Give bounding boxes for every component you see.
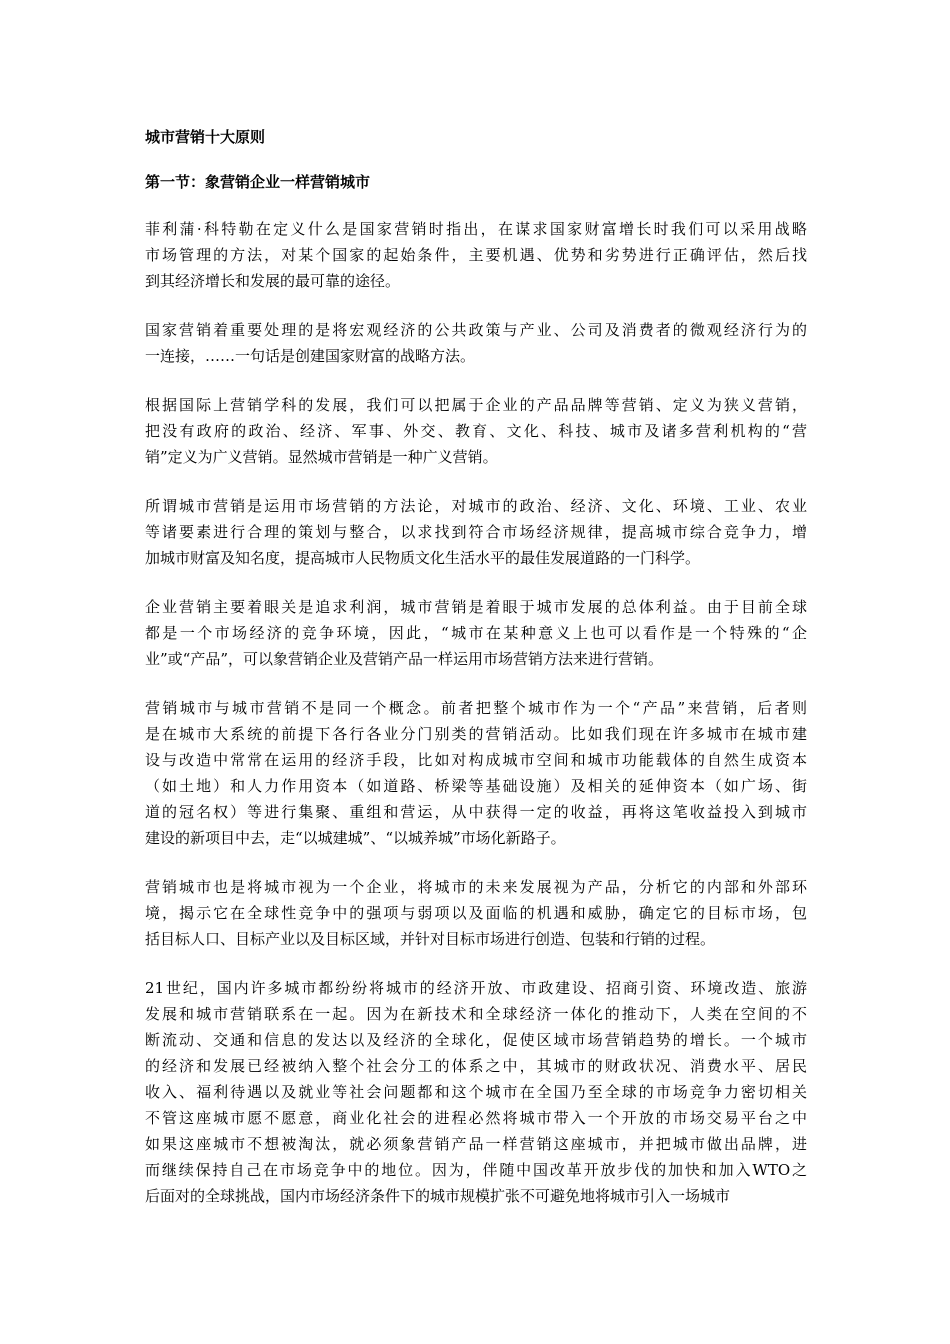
paragraph-line: 发展和城市营销联系在一起。因为在新技术和全球经济一体化的推动下，人类在空间的不	[145, 1005, 807, 1023]
body-paragraph	[145, 392, 807, 470]
document-title: 城市营销十大原则	[145, 128, 266, 146]
paragraph-line: 市场管理的方法，对某个国家的起始条件，主要机遇、优势和劣势进行正确评估，然后找	[145, 246, 807, 264]
paragraph-line: 销”定义为广义营销。显然城市营销是一种广义营销。	[145, 448, 498, 466]
paragraph-line: 企业营销主要着眼关是追求利润，城市营销是着眼于城市发展的总体利益。由于目前全球	[145, 598, 807, 616]
body-paragraph	[145, 594, 807, 672]
section-heading: 第一节：象营销企业一样营销城市	[145, 173, 371, 191]
paragraph-line: 后面对的全球挑战，国内市场经济条件下的城市规模扩张不可避免地将城市引入一场城市	[145, 1187, 731, 1205]
paragraph-line: 断流动、交通和信息的发达以及经济的全球化，促使区域市场营销趋势的增长。一个城市	[145, 1031, 807, 1049]
paragraph-line: 业”或“产品”，可以象营销企业及营销产品一样运用市场营销方法来进行营销。	[145, 650, 664, 668]
body-paragraph	[145, 493, 807, 571]
paragraph-line: 都是一个市场经济的竞争环境，因此，“城市在某种意义上也可以看作是一个特殊的“企	[145, 624, 807, 642]
document-body	[145, 126, 807, 1232]
paragraph-line: 所谓城市营销是运用市场营销的方法论，对城市的政治、经济、文化、环境、工业、农业	[145, 497, 807, 515]
paragraph-line: 根据国际上营销学科的发展，我们可以把属于企业的产品品牌等营销、定义为狭义营销，	[145, 396, 807, 414]
body-paragraph	[145, 216, 807, 294]
body-paragraph	[145, 975, 807, 1209]
body-paragraph	[145, 695, 807, 851]
body-paragraph	[145, 317, 807, 369]
paragraph-line: 的经济和发展已经被纳入整个社会分工的体系之中，其城市的财政状况、消费水平、居民	[145, 1057, 807, 1075]
paragraph-line: 是在城市大系统的前提下各行各业分门别类的营销活动。比如我们现在许多城市在城市建	[145, 725, 807, 743]
paragraph-line: （如土地）和人力作用资本（如道路、桥梁等基础设施）及相关的延伸资本（如广场、街	[145, 777, 807, 795]
paragraph-line: 营销城市与城市营销不是同一个概念。前者把整个城市作为一个“产品”来营销，后者则	[145, 699, 807, 717]
paragraph-line: 境，揭示它在全球性竞争中的强项与弱项以及面临的机遇和威胁，确定它的目标市场，包	[145, 904, 807, 922]
paragraph-line: 不管这座城市愿不愿意，商业化社会的进程必然将城市带入一个开放的市场交易平台之中	[145, 1109, 807, 1127]
paragraph-line: 加城市财富及知名度，提高城市人民物质文化生活水平的最佳发展道路的一门科学。	[145, 549, 701, 567]
paragraph-line: 21世纪，国内许多城市都纷纷将城市的经济开放、市政建设、招商引资、环境改造、旅游	[145, 979, 807, 997]
paragraph-line: 菲利蒲·科特勒在定义什么是国家营销时指出，在谋求国家财富增长时我们可以采用战略	[145, 220, 807, 238]
paragraph-line: 道的冠名权）等进行集聚、重组和营运，从中获得一定的收益，再将这笔收益投入到城市	[145, 803, 807, 821]
paragraph-line: 建设的新项目中去，走“以城建城”、“以城养城”市场化新路子。	[145, 829, 566, 847]
paragraph-line: 设与改造中常常在运用的经济手段，比如对构成城市空间和城市功能载体的自然生成资本	[145, 751, 807, 769]
paragraph-line: 营销城市也是将城市视为一个企业，将城市的未来发展视为产品，分析它的内部和外部环	[145, 878, 807, 896]
paragraph-line: 国家营销着重要处理的是将宏观经济的公共政策与产业、公司及消费者的微观经济行为的	[145, 321, 807, 339]
paragraph-line: 收入、福利待遇以及就业等社会问题都和这个城市在全国乃至全球的市场竞争力密切相关	[145, 1083, 807, 1101]
paragraph-line: 把没有政府的政治、经济、军事、外交、教育、文化、科技、城市及诸多营利机构的“营	[145, 422, 807, 440]
paragraph-line: 等诸要素进行合理的策划与整合，以求找到符合市场经济规律，提高城市综合竞争力，增	[145, 523, 807, 541]
paragraph-line: 括目标人口、目标产业以及目标区域，并针对目标市场进行创造、包装和行销的过程。	[145, 930, 716, 948]
paragraph-line: 如果这座城市不想被淘汰，就必须象营销产品一样营销这座城市，并把城市做出品牌，进	[145, 1135, 807, 1153]
paragraph-list	[145, 216, 807, 1209]
paragraph-line: 而继续保持自己在市场竞争中的地位。因为，伴随中国改革开放步伐的加快和加入WTO之	[145, 1161, 807, 1179]
paragraph-line: 一连接，……一句话是创建国家财富的战略方法。	[145, 347, 476, 365]
body-paragraph	[145, 874, 807, 952]
paragraph-line: 到其经济增长和发展的最可靠的途径。	[145, 272, 401, 290]
